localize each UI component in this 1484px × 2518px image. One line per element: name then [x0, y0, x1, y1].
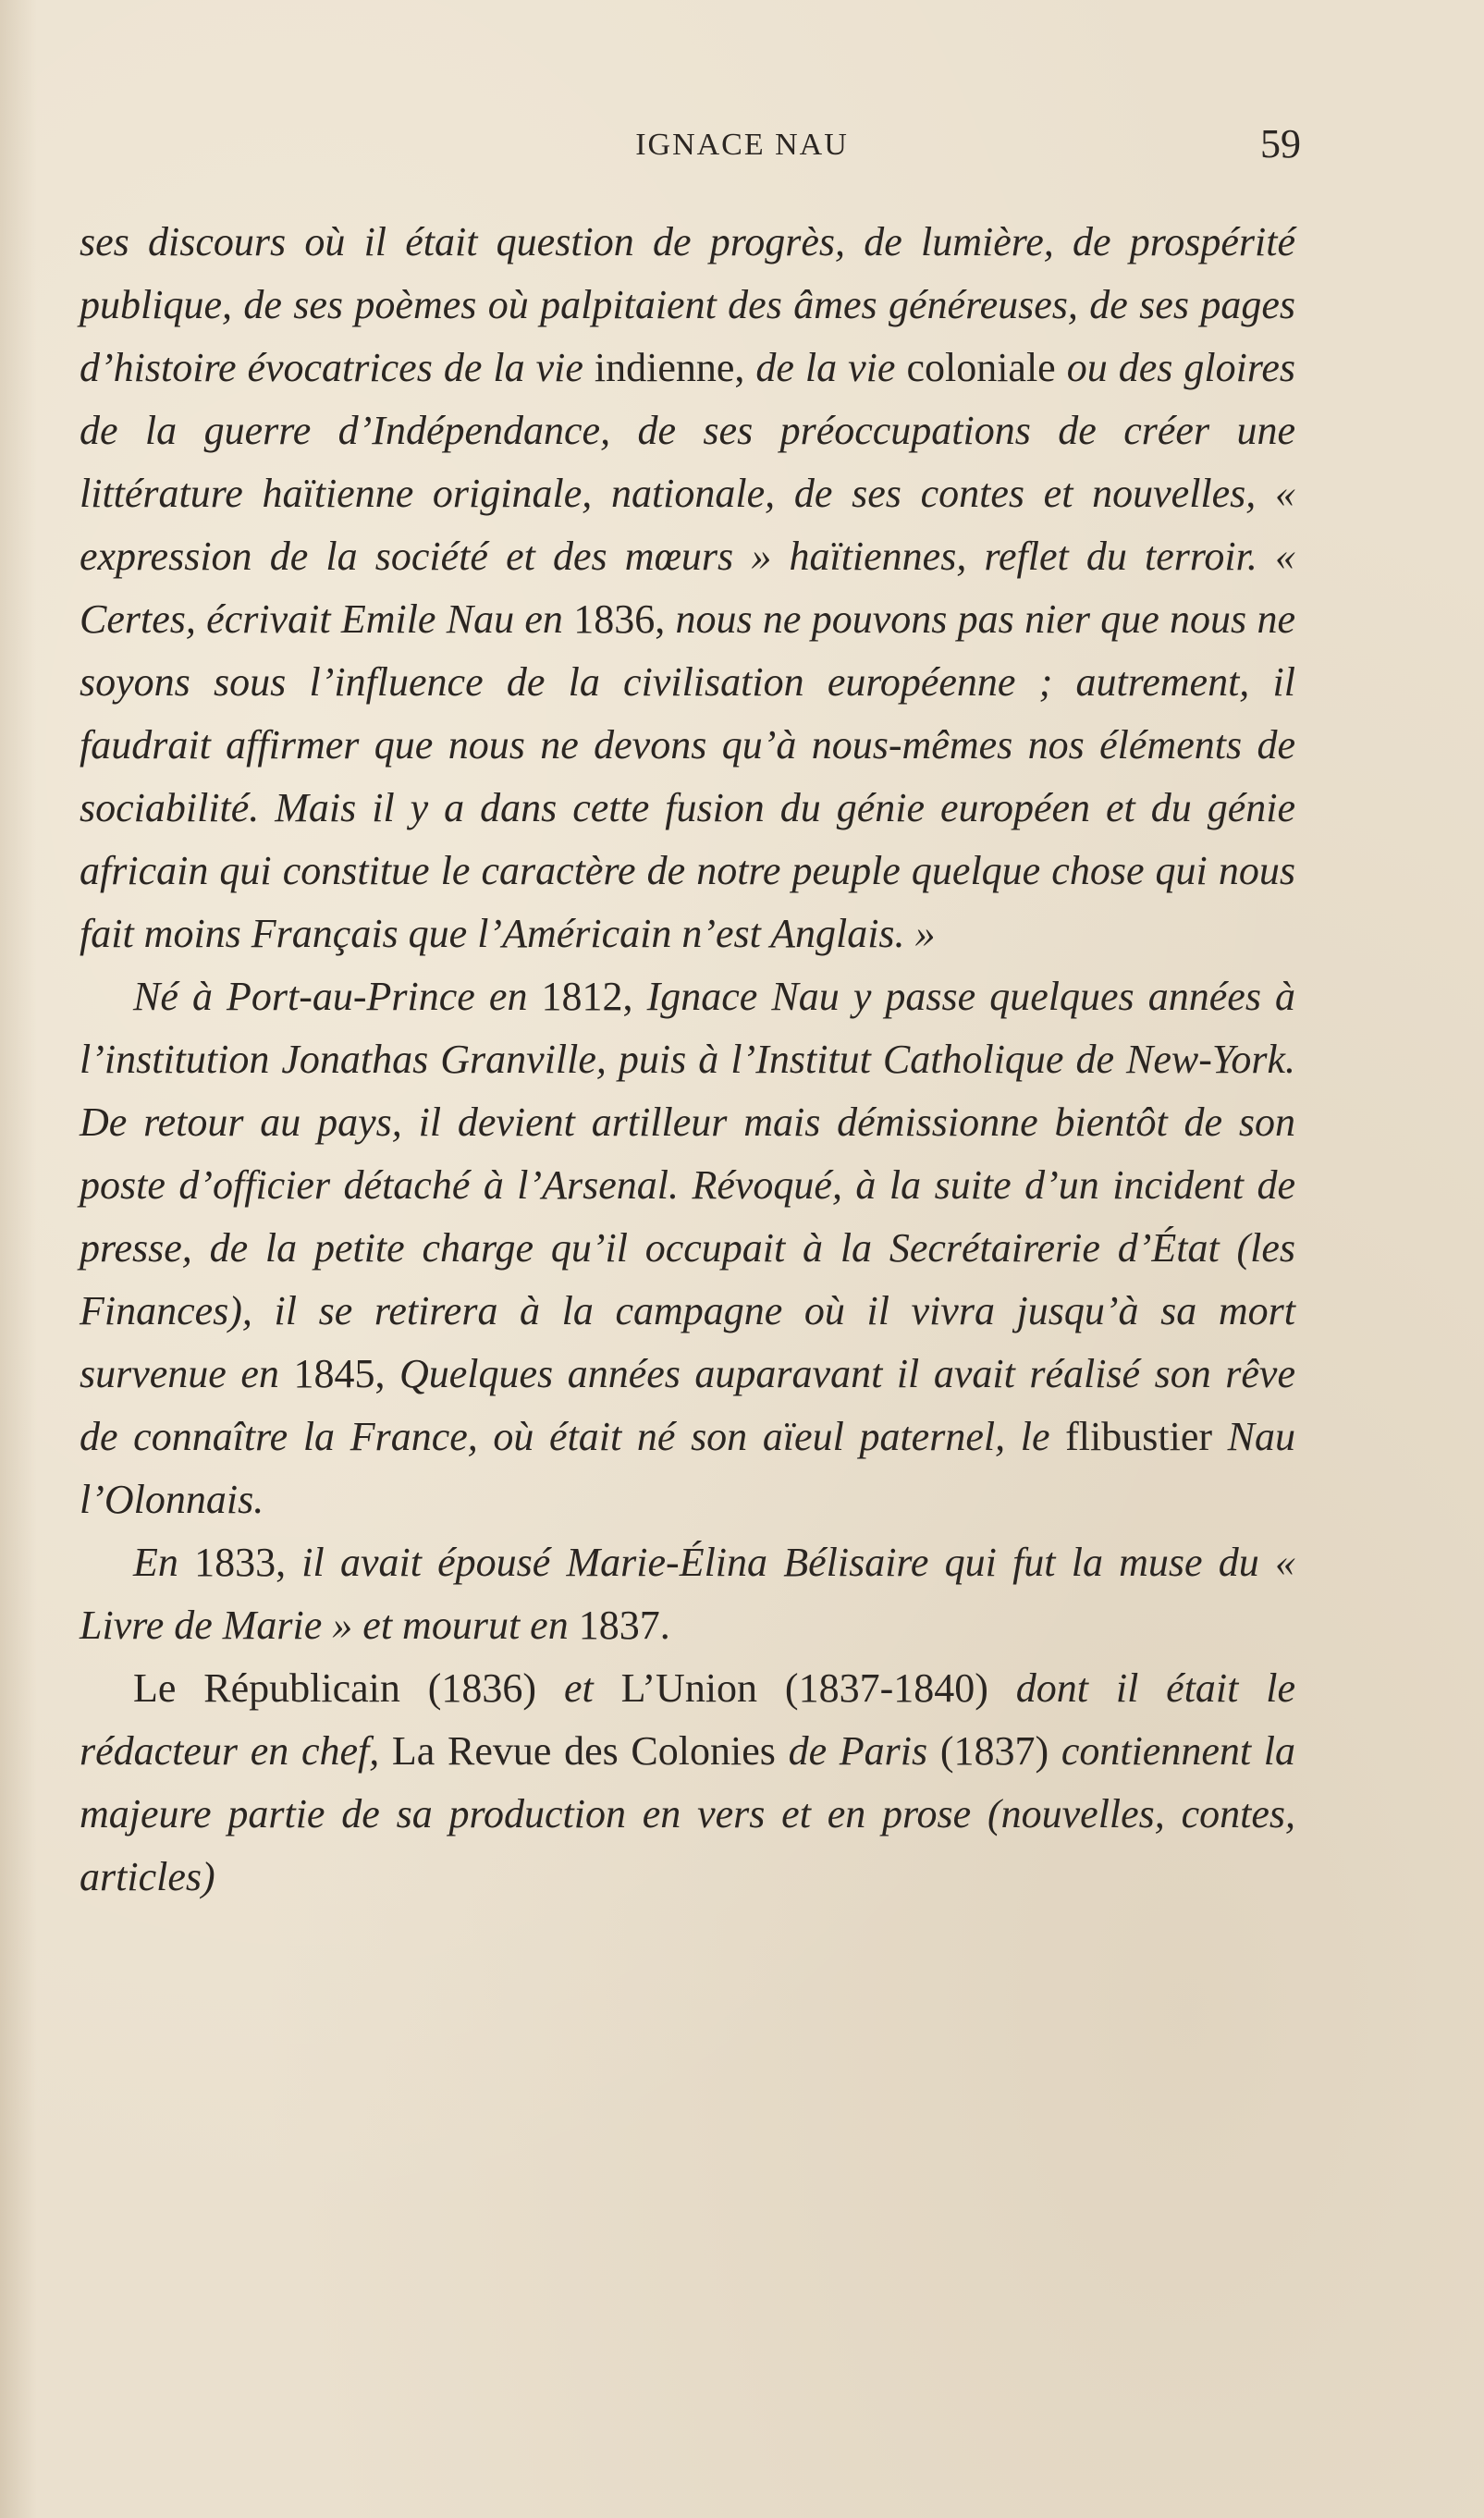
- page-number: 59: [1260, 121, 1301, 166]
- text-run: 1845,: [293, 1351, 399, 1396]
- running-head: IGNACE NAU: [635, 128, 849, 162]
- text-run: La Revue des Colonies: [391, 1728, 789, 1774]
- paragraph-2: [80, 965, 1295, 1531]
- body-text: [80, 211, 1295, 1909]
- text-run: Né à Port-au-Prince en: [133, 974, 542, 1019]
- text-run: il avait épousé Marie-Élina Bélisaire qui fut la muse du « Livre de Marie » et mourut en: [80, 1540, 1295, 1648]
- paragraph-4: [80, 1657, 1295, 1909]
- page-header: [0, 120, 1484, 185]
- text-run: 1833,: [194, 1540, 302, 1585]
- text-run: Quelques années auparavant il avait réalisé son rêve de connaître la France, où était né son aïeul paternel, le: [80, 1351, 1295, 1459]
- text-run: ses discours où il était question de progrès, de lumière, de prospérité publique, de ses poèmes où palpitaient des âmes généreuses, de ses pages d’histoire évocatrices de la vie: [80, 219, 1295, 390]
- text-run: En: [133, 1540, 195, 1585]
- text-run: L’Union (1837-1840): [620, 1665, 1016, 1711]
- paragraph-3: [80, 1531, 1295, 1657]
- text-run: indienne,: [594, 345, 756, 390]
- text-run: nous ne pouvons pas nier que nous ne soyons sous l’influence de la civilisation européenne ; autrement, il faudrait affirmer que nous ne devons qu’à nous-mêmes nos éléments de sociabilité. Mais il y a dans cette fusion du génie européen et du génie africain qui constitue le caractère de notre peuple quelque chose qui nous fait moins Français que l’Américain n’est Anglais. »: [80, 596, 1295, 956]
- text-run: 1812,: [541, 974, 647, 1019]
- text-run: (1837): [939, 1728, 1061, 1774]
- text-run: Le Républicain (1836): [133, 1665, 564, 1711]
- text-run: Ignace Nau y passe quelques années à l’institution Jonathas Granville, puis à l’Institut Catholique de New-York. De retour au pays, il devient artilleur mais démissionne bientôt de son poste d’officier détaché à l’Arsenal. Révoqué, à la suite d’un incident de presse, de la petite charge qu’il occupait à la Secrétairerie d’État (les Finances), il se retirera à la campagne où il vivra jusqu’à sa mort survenue en: [80, 974, 1296, 1396]
- text-run: 1837.: [578, 1603, 670, 1648]
- text-run: et: [563, 1665, 621, 1711]
- text-run: contiennent la majeure partie de sa production en vers et en prose (nouvelles, contes, articles): [80, 1728, 1295, 1899]
- text-run: dont il était le rédacteur en chef,: [80, 1665, 1295, 1774]
- text-run: Nau l’Olonnais.: [80, 1414, 1296, 1522]
- text-run: ou des gloires de la guerre d’Indépendance, de ses préoccupations de créer une littérature haïtienne originale, nationale, de ses contes et nouvelles, « expression de la société et des mœurs » haïtiennes, reflet du terroir. « Certes, écrivait Emile Nau en: [80, 345, 1295, 642]
- text-run: coloniale: [906, 345, 1067, 390]
- text-run: 1836,: [573, 596, 676, 642]
- text-run: de la vie: [755, 345, 907, 390]
- text-run: flibustier: [1065, 1414, 1228, 1459]
- text-run: de Paris: [788, 1728, 940, 1774]
- paragraph-1: [80, 211, 1295, 965]
